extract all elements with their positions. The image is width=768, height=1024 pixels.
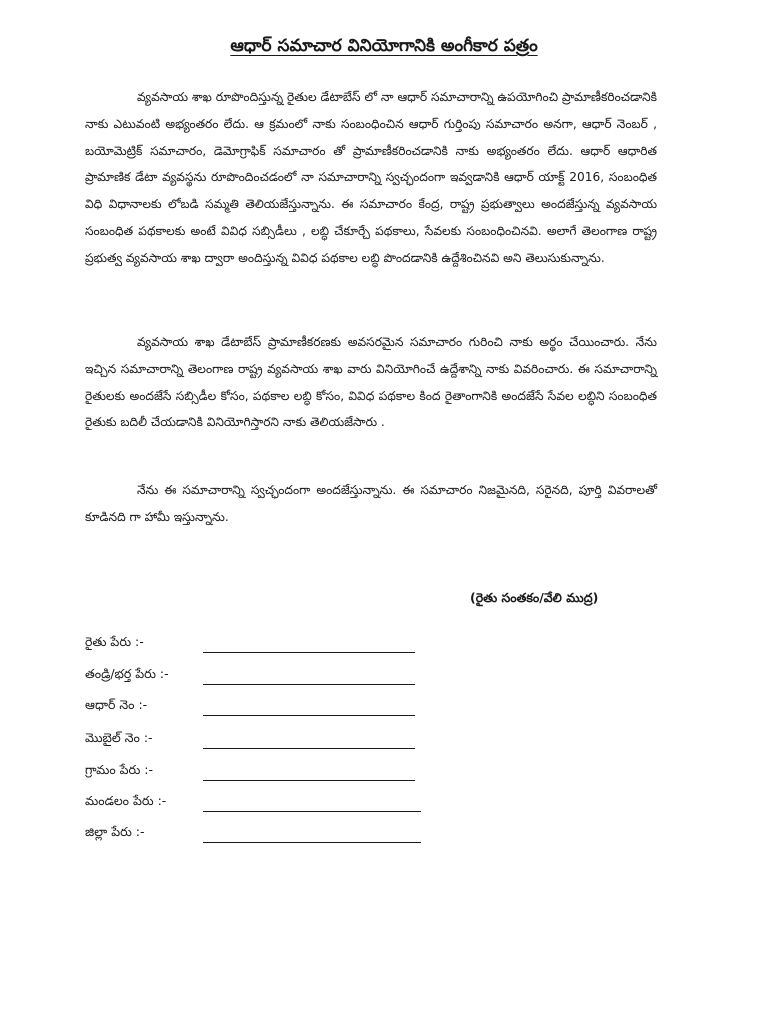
farmer-name-label: రైతు పేరు :- [85,634,144,649]
father-husband-name-field [85,666,415,686]
paragraph-1: వ్యవసాయ శాఖ రూపొందిస్తున్న రైతుల డేటాబేస్ లో నా ఆధార్ సమాచారాన్ని ఉపయోగించి ప్రామాణీకరించడానికి నాకు ఎటువంటి అభ్యంతరం లేదు. ఆ క్రమంలో నాకు సంబంధించిన ఆధార్ గుర్తింపు సమాచారం అనగా, ఆధార్ నెంబర్ , బయోమెట్రిక్ సమాచారం, డెమోగ్రాఫిక్ సమాచారం తో ప్రామాణీకరించడానికి నాకు అభ్యంతరం లేదు. ఆధార్ ఆధారిత ప్రామాణిక డేటా వ్యవస్థను రూపొందించడంలో నా సమాచారాన్ని స్వచ్ఛందంగా ఇవ్వడానికి ఆధార్ యాక్ట్ 2016, సంబంధిత విధి విధానాలకు లోబడి సమ్మతి తెలియజేస్తున్నాను. ఈ సమాచారం కేంద్ర, రాష్ట్ర ప్రభుత్వాలు అందజేస్తున్న వ్యవసాయ సంబంధిత పథకాలకు అంటే వివిధ సబ్సిడీలు , లబ్ధి చేకూర్చే పథకాలు, సేవలకు సంబంధించినవి. అలాగే తెలంగాణ రాష్ట్ర ప్రభుత్వ వ్యవసాయ శాఖ ద్వారా అందిస్తున్న వివిధ పథకాల లబ్ధి పొందడానికి ఉద్దేశించినవి అని తెలుసుకున్నాను. [85,90,657,265]
mandal-name-label: మండలం పేరు :- [85,793,167,808]
father-husband-name-label: తండ్రి/భర్త పేరు :- [85,666,169,681]
district-name-line [203,832,421,843]
aadhaar-number-field [85,697,415,717]
mobile-number-field [85,730,415,750]
village-name-line [203,770,415,781]
district-name-label: జిల్లా పేరు :- [85,824,145,839]
paragraph-2: వ్యవసాయ శాఖ డేటాబేస్ ప్రామాణీకరణకు అవసరమైన సమాచారం గురించి నాకు అర్థం చేయించారు. నేను ఇచ్చిన సమాచారాన్ని తెలంగాణ రాష్ట్ర వ్యవసాయ శాఖ వారు వినియోగించే ఉద్దేశాన్ని నాకు వివరించారు. ఈ సమాచారాన్ని రైతులకు అందజేసే సబ్సిడీల కోసం, పథకాల లబ్ధి కోసం, వివిధ పథకాల కింద రైతాంగానికి అందజేసే సేవల లబ్ధిని సంబంధిత రైతుకు బదిలీ చేయడానికి వినియోగిస్తారని నాకు తెలియజేసారు . [85,335,657,430]
farmer-name-field [85,634,415,654]
document-title [0,36,768,60]
paragraph-3: నేను ఈ సమాచారాన్ని స్వచ్ఛందంగా అందజేస్తున్నాను. ఈ సమాచారం నిజమైనది, సరైనది, పూర్తి వివరాలతో కూడినది గా హామీ ఇస్తున్నాను. [85,483,657,524]
aadhaar-number-label: ఆధార్ నెం :- [85,697,148,712]
mobile-number-line [203,738,415,749]
village-name-label: గ్రామం పేరు :- [85,762,153,777]
village-name-field [85,762,415,782]
signature-label: (రైతు సంతకం/వేలి ముద్ర) [470,590,599,605]
father-husband-name-line [203,674,415,685]
district-name-field [85,824,421,844]
farmer-name-line [203,642,415,653]
document-title-text: ఆధార్ సమాచార వినియోగానికి అంగీకార పత్రం [230,36,538,56]
mobile-number-label: మొబైల్ నెం :- [85,730,153,745]
aadhaar-number-line [203,705,415,716]
mandal-name-line [203,801,421,812]
mandal-name-field [85,793,421,813]
